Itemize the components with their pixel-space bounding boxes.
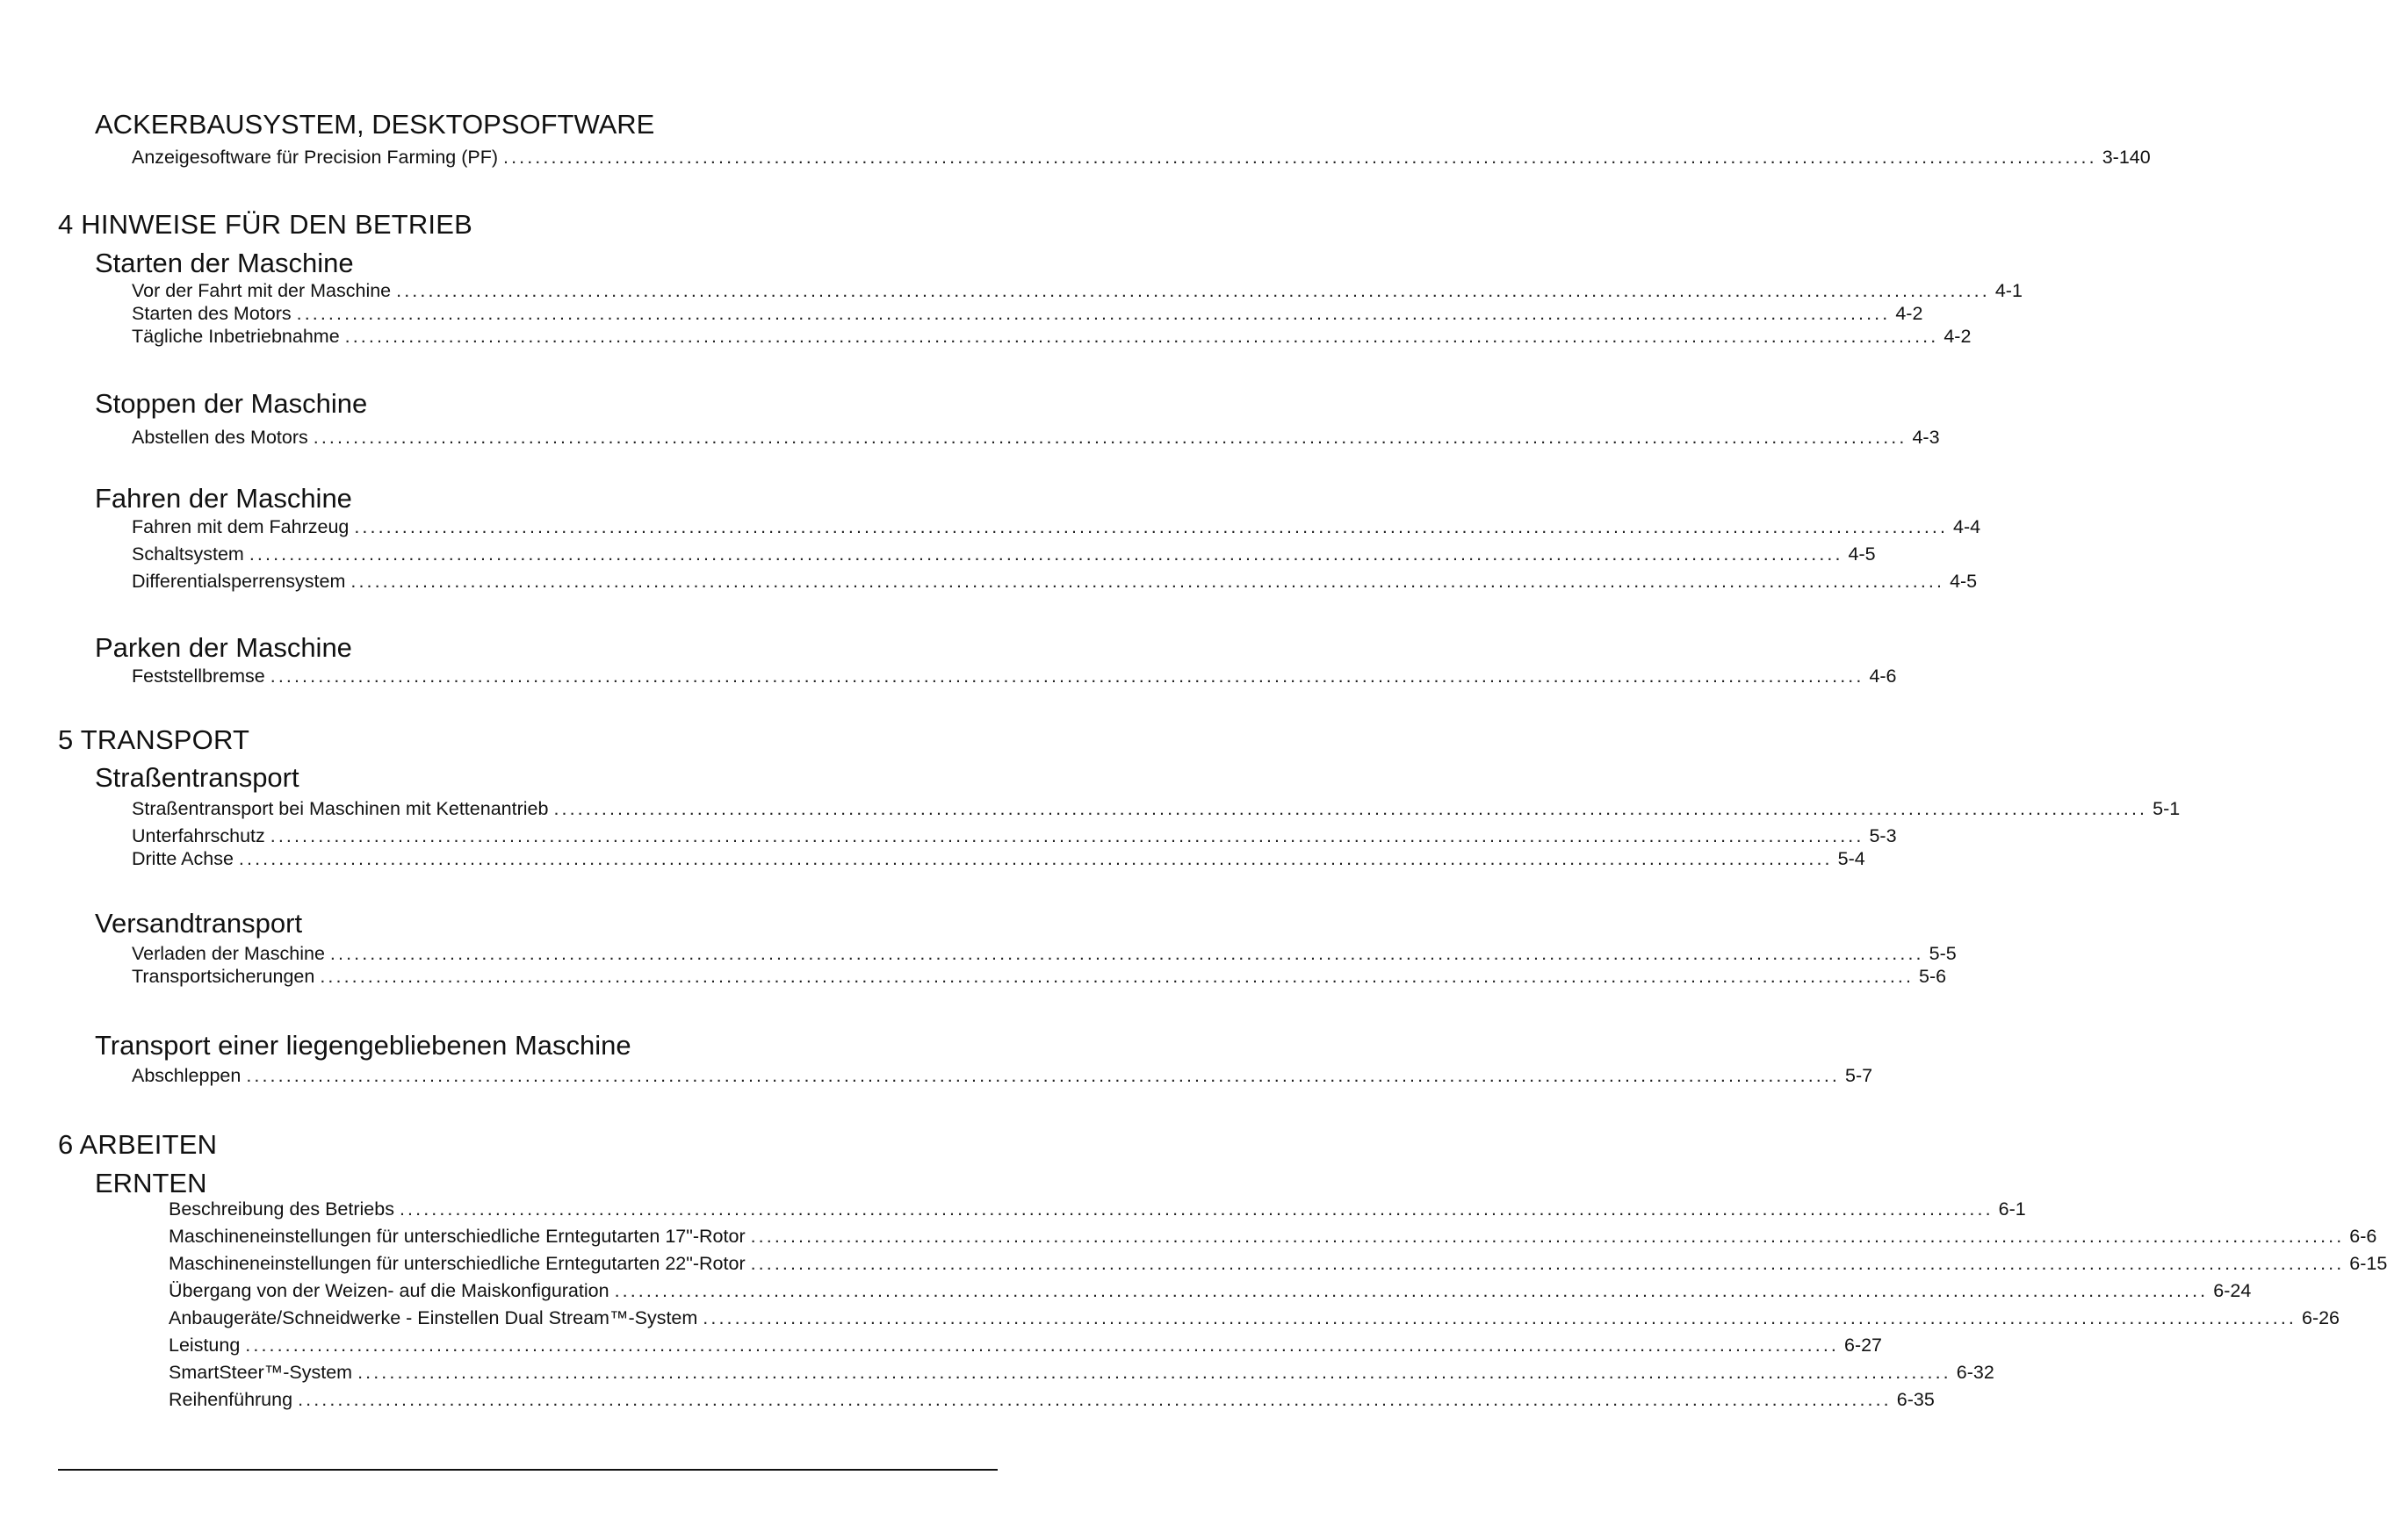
section-heading: Stoppen der Maschine	[95, 388, 368, 419]
toc-entry-page: 5-6	[1919, 966, 1947, 987]
toc-entry[interactable]	[132, 942, 1957, 965]
toc-entry-label: Schaltsystem	[132, 543, 244, 565]
toc-entry-page: 4-1	[1994, 280, 2023, 301]
section-heading: Versandtransport	[95, 908, 303, 939]
toc-entry-label: Verladen der Maschine	[132, 943, 325, 964]
toc-entry-page: 5-3	[1869, 825, 1897, 846]
toc-entry-page: 5-1	[2153, 798, 2181, 819]
toc-entry-label: Dritte Achse	[132, 848, 234, 869]
dot-leader: ........................................................................................................................................................................................................	[553, 798, 2148, 819]
toc-entry-page: 6-24	[2213, 1280, 2252, 1301]
dot-leader: ........................................................................................................................................................................................................	[503, 147, 2097, 168]
dot-leader: ........................................................................................................................................................................................................	[320, 966, 1915, 987]
toc-entry-label: Vor der Fahrt mit der Maschine	[132, 280, 392, 301]
toc-entry-label: SmartSteer™-System	[169, 1362, 353, 1383]
dot-leader: ........................................................................................................................................................................................................	[313, 427, 1907, 448]
section-heading: Straßentransport	[95, 762, 299, 793]
toc-entry[interactable]	[132, 797, 2181, 820]
chapter-title: 6 ARBEITEN	[58, 1129, 218, 1160]
section-heading: Fahren der Maschine	[95, 483, 352, 514]
toc-entry-page: 6-1	[1998, 1198, 2026, 1220]
toc-entry-label: Übergang von der Weizen- auf die Maiskonfiguration	[169, 1280, 609, 1301]
toc-entry[interactable]	[169, 1279, 2252, 1302]
toc-entry[interactable]	[132, 965, 1947, 988]
toc-entry-page: 5-7	[1845, 1065, 1873, 1086]
toc-entry-page: 4-5	[1950, 571, 1978, 592]
dot-leader: ........................................................................................................................................................................................................	[344, 326, 1939, 347]
toc-entry-page: 6-6	[2349, 1226, 2377, 1247]
toc-entry-label: Transportsicherungen	[132, 966, 315, 987]
toc-entry-page: 5-5	[1929, 943, 1957, 964]
toc-entry[interactable]	[132, 665, 1897, 687]
toc-entry-label: Maschineneinstellungen für unterschiedliche Erntegutarten 22"-Rotor	[169, 1253, 746, 1274]
toc-entry[interactable]	[132, 325, 1972, 348]
toc-entry-page: 6-32	[1956, 1362, 1994, 1383]
toc-entry-label: Differentialsperrensystem	[132, 571, 346, 592]
toc-entry-page: 4-5	[1848, 543, 1876, 565]
toc-entry[interactable]	[169, 1198, 2026, 1220]
section-heading: ACKERBAUSYSTEM, DESKTOPSOFTWARE	[95, 109, 655, 140]
dot-leader: ........................................................................................................................................................................................................	[703, 1307, 2297, 1328]
toc-entry[interactable]	[132, 824, 1897, 847]
toc-entry-page: 5-4	[1837, 848, 1865, 869]
toc-entry-label: Anbaugeräte/Schneidwerke - Einstellen Dual Stream™-System	[169, 1307, 698, 1328]
chapter-title: 4 HINWEISE FÜR DEN BETRIEB	[58, 209, 472, 240]
toc-entry[interactable]	[169, 1361, 1994, 1384]
toc-entry-page: 4-6	[1869, 666, 1897, 687]
toc-entry-page: 4-4	[1953, 516, 1981, 537]
toc-entry[interactable]	[132, 570, 1978, 593]
toc-entry[interactable]	[132, 543, 1876, 565]
toc-entry-label: Feststellbremse	[132, 666, 265, 687]
dot-leader: ........................................................................................................................................................................................................	[750, 1253, 2345, 1274]
toc-entry-page: 6-15	[2349, 1253, 2387, 1274]
footer-rule	[58, 1469, 998, 1471]
toc-entry-label: Anzeigesoftware für Precision Farming (PF)	[132, 147, 499, 168]
section-heading: Parken der Maschine	[95, 632, 352, 663]
toc-entry-page: 4-2	[1943, 326, 1972, 347]
dot-leader: ........................................................................................................................................................................................................	[396, 280, 1990, 301]
toc-entry-page: 6-27	[1843, 1335, 1883, 1356]
toc-entry-label: Straßentransport bei Maschinen mit Kettenantrieb	[132, 798, 549, 819]
chapter-title: 5 TRANSPORT	[58, 724, 250, 755]
toc-entry[interactable]	[132, 302, 1923, 325]
dot-leader: ........................................................................................................................................................................................................	[357, 1362, 1951, 1383]
dot-leader: ........................................................................................................................................................................................................	[245, 1335, 1839, 1356]
toc-entry[interactable]	[169, 1306, 2340, 1329]
section-heading: ERNTEN	[95, 1168, 207, 1198]
toc-entry-label: Starten des Motors	[132, 303, 292, 324]
toc-entry-label: Beschreibung des Betriebs	[169, 1198, 394, 1220]
toc-entry-label: Fahren mit dem Fahrzeug	[132, 516, 350, 537]
toc-entry-page: 4-3	[1912, 427, 1940, 448]
toc-entry[interactable]	[169, 1252, 2387, 1275]
toc-entry[interactable]	[132, 426, 1940, 449]
section-heading: Starten der Maschine	[95, 248, 354, 278]
toc-entry[interactable]	[132, 847, 1865, 870]
toc-entry-page: 3-140	[2102, 147, 2151, 168]
dot-leader: ........................................................................................................................................................................................................	[354, 516, 1949, 537]
toc-entry-label: Unterfahrschutz	[132, 825, 265, 846]
toc-entry[interactable]	[132, 146, 2151, 169]
toc-entry-label: Leistung	[169, 1335, 241, 1356]
toc-entry-page: 6-26	[2301, 1307, 2340, 1328]
toc-entry-label: Reihenführung	[169, 1389, 293, 1410]
dot-leader: ........................................................................................................................................................................................................	[296, 303, 1891, 324]
dot-leader: ........................................................................................................................................................................................................	[298, 1389, 1892, 1410]
dot-leader: ........................................................................................................................................................................................................	[614, 1280, 2209, 1301]
dot-leader: ........................................................................................................................................................................................................	[270, 825, 1864, 846]
toc-entry[interactable]	[169, 1388, 1935, 1411]
dot-leader: ........................................................................................................................................................................................................	[270, 666, 1864, 687]
toc-entry-label: Abschleppen	[132, 1065, 242, 1086]
dot-leader: ........................................................................................................................................................................................................	[750, 1226, 2345, 1247]
section-heading: Transport einer liegengebliebenen Maschine	[95, 1030, 631, 1061]
dot-leader: ........................................................................................................................................................................................................	[249, 543, 1843, 565]
dot-leader: ........................................................................................................................................................................................................	[399, 1198, 1994, 1220]
dot-leader: ........................................................................................................................................................................................................	[329, 943, 1924, 964]
dot-leader: ........................................................................................................................................................................................................	[238, 848, 1833, 869]
toc-entry-label: Tägliche Inbetriebnahme	[132, 326, 340, 347]
toc-entry-label: Maschineneinstellungen für unterschiedliche Erntegutarten 17"-Rotor	[169, 1226, 746, 1247]
dot-leader: ........................................................................................................................................................................................................	[350, 571, 1945, 592]
toc-entry[interactable]	[132, 1064, 1873, 1087]
toc-entry[interactable]	[132, 515, 1981, 538]
toc-entry-label: Abstellen des Motors	[132, 427, 308, 448]
toc-entry[interactable]	[132, 279, 2023, 302]
toc-entry-page: 6-35	[1896, 1389, 1935, 1410]
toc-entry-page: 4-2	[1895, 303, 1923, 324]
toc-entry[interactable]	[169, 1334, 1883, 1356]
toc-entry[interactable]	[169, 1225, 2377, 1248]
dot-leader: ........................................................................................................................................................................................................	[246, 1065, 1841, 1086]
